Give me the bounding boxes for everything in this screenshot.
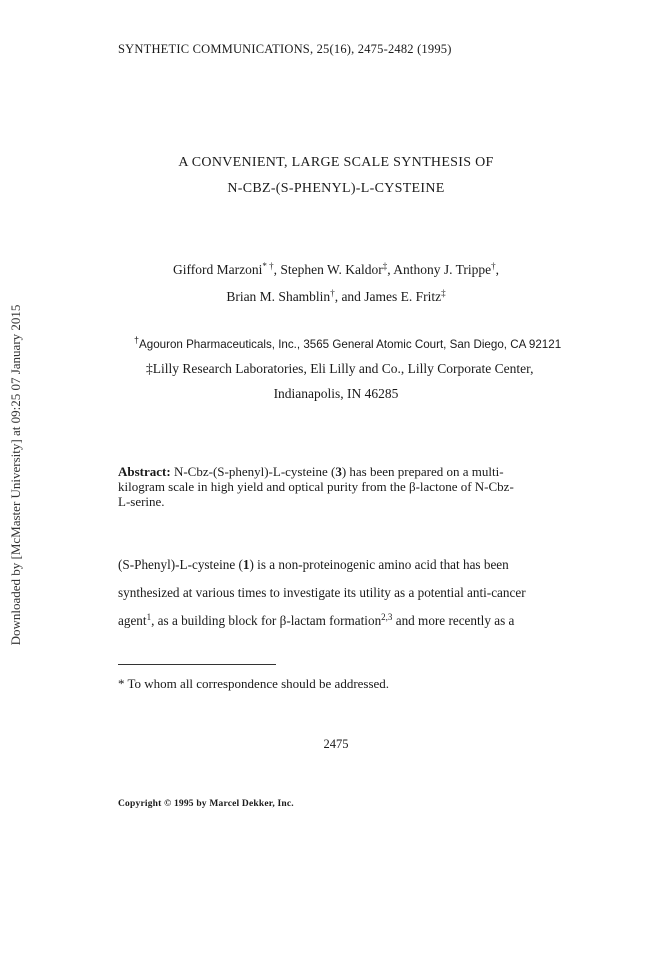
author-name: , Anthony J. Trippe <box>387 262 492 277</box>
footnote: * To whom all correspondence should be addressed. <box>118 676 390 691</box>
author-mark: † <box>491 261 496 271</box>
copyright: Copyright © 1995 by Marcel Dekker, Inc. <box>118 799 294 809</box>
authors-line-1 <box>0 262 672 278</box>
authors-line-2 <box>0 289 672 305</box>
author-name: , and James E. Fritz <box>334 289 442 304</box>
body-text: agent <box>118 613 147 628</box>
author-name: , Stephen W. Kaldor <box>273 262 383 277</box>
download-notice: Downloaded by [McMaster University] at 09:25 07 January 2015 <box>8 304 23 646</box>
journal-header: SYNTHETIC COMMUNICATIONS, 25(16), 2475-2482 (1995) <box>118 42 452 56</box>
body-text: (S-Phenyl)-L-cysteine ( <box>118 557 243 572</box>
author-name: Brian M. Shamblin <box>226 289 331 304</box>
abstract <box>118 464 518 509</box>
affiliation-3: Indianapolis, IN 46285 <box>273 386 399 401</box>
abstract-text: N-Cbz-(S-phenyl)-L-cysteine ( <box>170 464 336 479</box>
page-number: 2475 <box>323 737 349 751</box>
author-name: Gifford Marzoni <box>172 262 263 277</box>
affiliation-1 <box>134 335 562 351</box>
author-mark: ‡ <box>382 261 388 271</box>
body-text: , as a building block for β-lactam formation <box>151 613 382 628</box>
affiliation-mark: † <box>134 335 140 345</box>
body-text: ) is a non-proteinogenic amino acid that has been <box>249 557 509 572</box>
title-line-1: A CONVENIENT, LARGE SCALE SYNTHESIS OF <box>178 155 494 170</box>
reference-mark: 2,3 <box>381 612 393 622</box>
compound-number: 1 <box>242 557 250 572</box>
abstract-text: ) has been prepared on a multi-kilogram scale in high yield and optical purity from the β-lactone of N-Cbz-L-serine. <box>118 464 514 509</box>
compound-number: 3 <box>335 464 342 479</box>
body-line-3 <box>118 613 514 629</box>
reference-mark: 1 <box>146 612 152 622</box>
body-line-1 <box>118 557 509 573</box>
affiliation-2: ‡Lilly Research Laboratories, Eli Lilly and Co., Lilly Corporate Center, <box>146 361 534 376</box>
abstract-label: Abstract: <box>118 464 171 479</box>
author-mark: ‡ <box>441 288 446 298</box>
author-mark: * † <box>262 261 274 271</box>
body-text: and more recently as a <box>392 613 515 628</box>
author-mark: † <box>330 288 335 298</box>
author-separator: , <box>495 262 499 277</box>
affiliation-text: Agouron Pharmaceuticals, Inc., 3565 General Atomic Court, San Diego, CA 92121 <box>139 338 562 351</box>
body-line-2: synthesized at various times to investigate its utility as a potential anti-cancer <box>118 585 526 600</box>
title-line-2: N-CBZ-(S-PHENYL)-L-CYSTEINE <box>227 181 445 196</box>
footnote-rule <box>118 664 276 665</box>
